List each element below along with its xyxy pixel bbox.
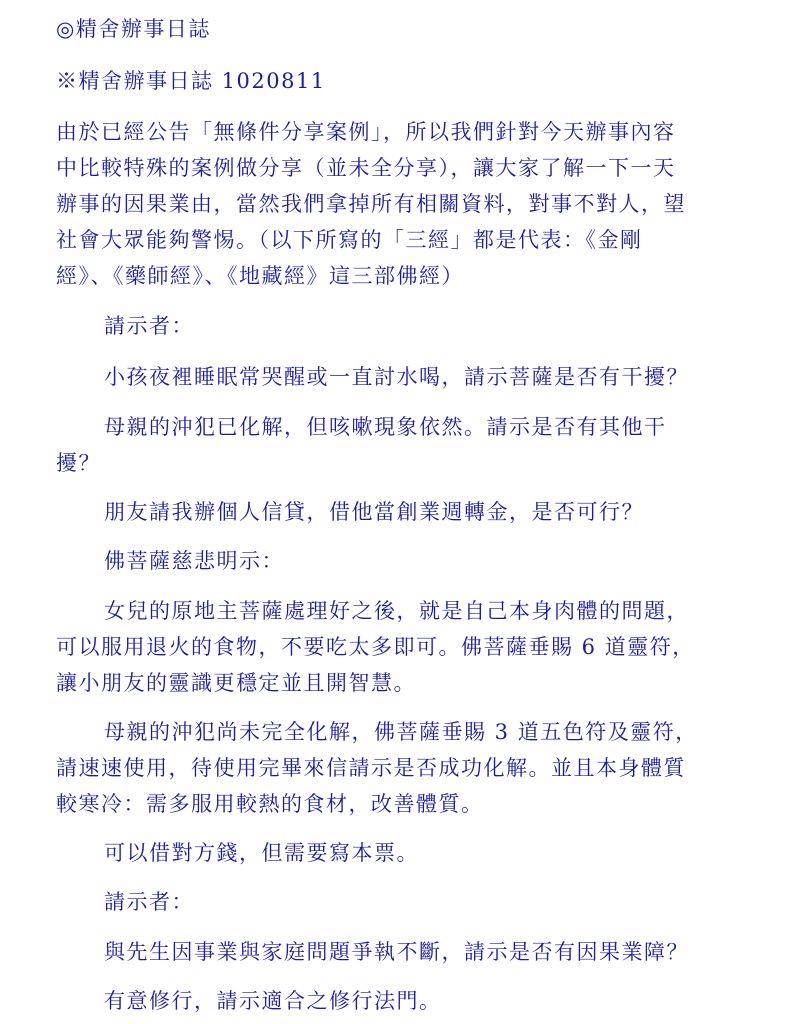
intro-line: 由於已經公告「無條件分享案例」，所以我們針對今天辦事內容: [56, 120, 676, 144]
question-text: 母親的沖犯已化解，但咳嗽現象依然。請示是否有其他干: [104, 415, 667, 439]
question-text: 朋友請我辦個人信貸，借他當創業週轉金，是否可行？: [104, 500, 644, 524]
asker-label: 請示者：: [104, 314, 194, 338]
question-text: 小孩夜裡睡眠常哭醒或一直討水喝，請示菩薩是否有干擾？: [104, 365, 689, 389]
question-text: 與先生因事業與家庭問題爭執不斷，請示是否有因果業障？: [104, 940, 689, 964]
answer-text: 讓小朋友的靈識更穩定並且開智慧。: [56, 671, 416, 695]
answer-text: 較寒冷：需多服用較熱的食材，改善體質。: [56, 792, 484, 816]
intro-line: 經》、《藥師經》、《地藏經》這三部佛經）: [56, 264, 464, 288]
document-subheading: ※精舍辦事日誌 1020811: [56, 69, 326, 93]
asker-label: 請示者：: [104, 890, 194, 914]
answer-text: 母親的沖犯尚未完全化解，佛菩薩垂賜 3 道五色符及靈符，: [104, 720, 698, 744]
document-heading: ◎精舍辦事日誌: [56, 17, 211, 41]
answer-text: 請速速使用，待使用完畢來信請示是否成功化解。並且本身體質: [56, 756, 686, 780]
answer-text: 可以服用退火的食物，不要吃太多即可。佛菩薩垂賜 6 道靈符，: [56, 635, 695, 659]
intro-line: 中比較特殊的案例做分享（並未全分享），讓大家了解一下一天: [56, 156, 676, 180]
answer-text: 可以借對方錢，但需要寫本票。: [104, 841, 419, 865]
intro-line: 社會大眾能夠警惕。（以下所寫的「三經」都是代表：《金剛: [56, 228, 643, 252]
question-text: 擾？: [56, 451, 101, 475]
question-text: 有意修行，請示適合之修行法門。: [104, 989, 442, 1013]
answer-label: 佛菩薩慈悲明示：: [104, 549, 284, 573]
intro-line: 辦事的因果業由，當然我們拿掉所有相關資料，對事不對人，望: [56, 192, 686, 216]
answer-text: 女兒的原地主菩薩處理好之後，就是自己本身肉體的問題，: [104, 599, 689, 623]
